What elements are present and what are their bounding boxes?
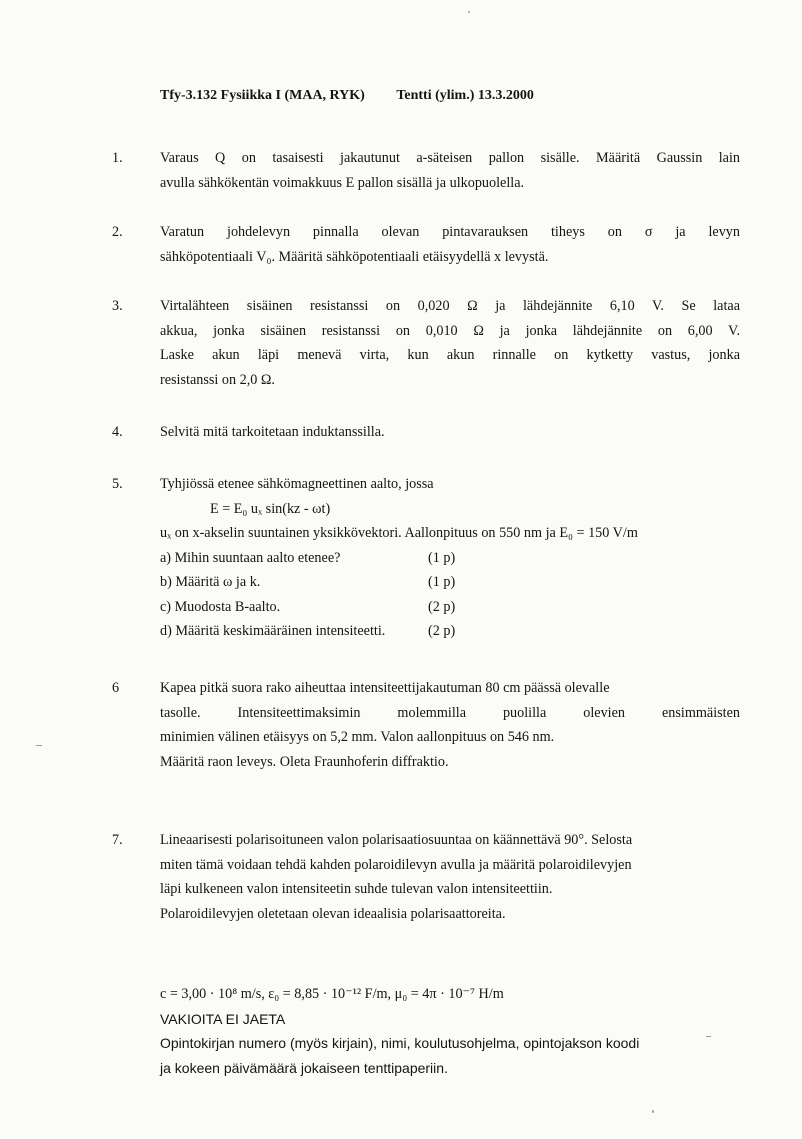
subquestion-text: a) Mihin suuntaan aalto etenee?: [160, 549, 341, 566]
subquestion-points: (1 p): [428, 549, 456, 566]
question-text-line: resistanssi on 2,0 Ω.: [160, 371, 275, 388]
question-intro: Tyhjiössä etenee sähkömagneettinen aalto, jossa: [160, 476, 434, 492]
question-text-line: akkua, jonka sisäinen resistanssi on 0,010 Ω ja jonka lähdejännite on 6,00 V.: [160, 322, 740, 339]
subquestion-text: c) Muodosta B-aalto.: [160, 598, 281, 615]
question-number: 1.: [112, 150, 123, 166]
wave-formula: E = E₀ uₓ sin(kz - ωt): [210, 500, 331, 517]
question-text-line: Polaroidilevyjen oletetaan olevan ideaalisia polarisaattoreita.: [160, 905, 506, 922]
question-text-line: uₓ on x-akselin suuntainen yksikkövektori. Aallonpituus on 550 nm ja E₀ = 150 V/m: [160, 525, 638, 541]
question-text-line: sähköpotentiaali V₀. Määritä sähköpotentiaali etäisyydellä x levystä.: [160, 248, 549, 265]
question-text-line: Varatun johdelevyn pinnalla olevan pintavarauksen tiheys on σ ja levyn: [160, 224, 740, 240]
physical-constants: c = 3,00 · 10⁸ m/s, ε₀ = 8,85 · 10⁻¹² F/m, μ₀ = 4π · 10⁻⁷ H/m: [160, 986, 504, 1002]
instruction-line: ja kokeen päivämäärä jokaiseen tenttipaperiin.: [160, 1059, 448, 1076]
subquestion-text: d) Määritä keskimääräinen intensiteetti.: [160, 623, 386, 639]
question-number: 2.: [112, 224, 123, 240]
exam-date: Tentti (ylim.) 13.3.2000: [396, 88, 534, 103]
question-text-line: Lineaarisesti polarisoituneen valon polarisaatiosuuntaa on käännettävä 90°. Selosta: [160, 832, 633, 848]
scan-speck: [652, 1110, 654, 1113]
subquestion-points: (2 p): [428, 598, 456, 615]
subquestion-text: b) Määritä ω ja k.: [160, 574, 261, 590]
question-text-line: Virtalähteen sisäinen resistanssi on 0,020 Ω ja lähdejännite 6,10 V. Se lataa: [160, 298, 740, 314]
subquestion-points: (2 p): [428, 623, 456, 639]
question-text-line: minimien välinen etäisyys on 5,2 mm. Valon aallonpituus on 546 nm.: [160, 729, 555, 745]
subquestion-c: [160, 595, 520, 620]
question-text-line: Selvitä mitä tarkoitetaan induktanssilla.: [160, 424, 385, 440]
question-text-line: Kapea pitkä suora rako aiheuttaa intensiteettijakautuman 80 cm päässä olevalle: [160, 680, 610, 696]
question-text-line: läpi kulkeneen valon intensiteetin suhde tulevan valon intensiteettiin.: [160, 881, 553, 897]
scan-speck: [468, 11, 470, 13]
question-text-line: Laske akun läpi menevä virta, kun akun rinnalle on kytketty vastus, jonka: [160, 347, 740, 363]
question-number: 6: [112, 680, 120, 696]
constants-block: [160, 982, 740, 1080]
no-constants-notice: VAKIOITA EI JAETA: [160, 1010, 286, 1027]
question-number: 5.: [112, 476, 123, 492]
subquestion-b: [160, 570, 520, 595]
question-text-line: avulla sähkökentän voimakkuus E pallon sisällä ja ulkopuolella.: [160, 174, 525, 191]
course-title: Tfy-3.132 Fysiikka I (MAA, RYK): [160, 88, 365, 103]
subquestion-points: (1 p): [428, 574, 456, 590]
subquestion-d: [160, 619, 520, 644]
question-text-line: tasolle. Intensiteettimaksimin molemmilla puolilla olevien ensimmäisten: [160, 704, 740, 721]
question-number: 7.: [112, 832, 123, 848]
question-number: 4.: [112, 424, 123, 440]
question-text-line: Varaus Q on tasaisesti jakautunut a-säteisen pallon sisälle. Määritä Gaussin lain: [160, 150, 740, 166]
subquestion-a: [160, 546, 520, 571]
exam-header: [160, 88, 640, 104]
instruction-line: Opintokirjan numero (myös kirjain), nimi, koulutusohjelma, opintojakson koodi: [160, 1035, 640, 1051]
question-text-line: miten tämä voidaan tehdä kahden polaroidilevyn avulla ja määritä polaroidilevyjen: [160, 856, 632, 873]
scan-speck: [36, 745, 42, 746]
question-number: 3.: [112, 298, 123, 314]
question-text-line: Määritä raon leveys. Oleta Fraunhoferin diffraktio.: [160, 753, 449, 770]
